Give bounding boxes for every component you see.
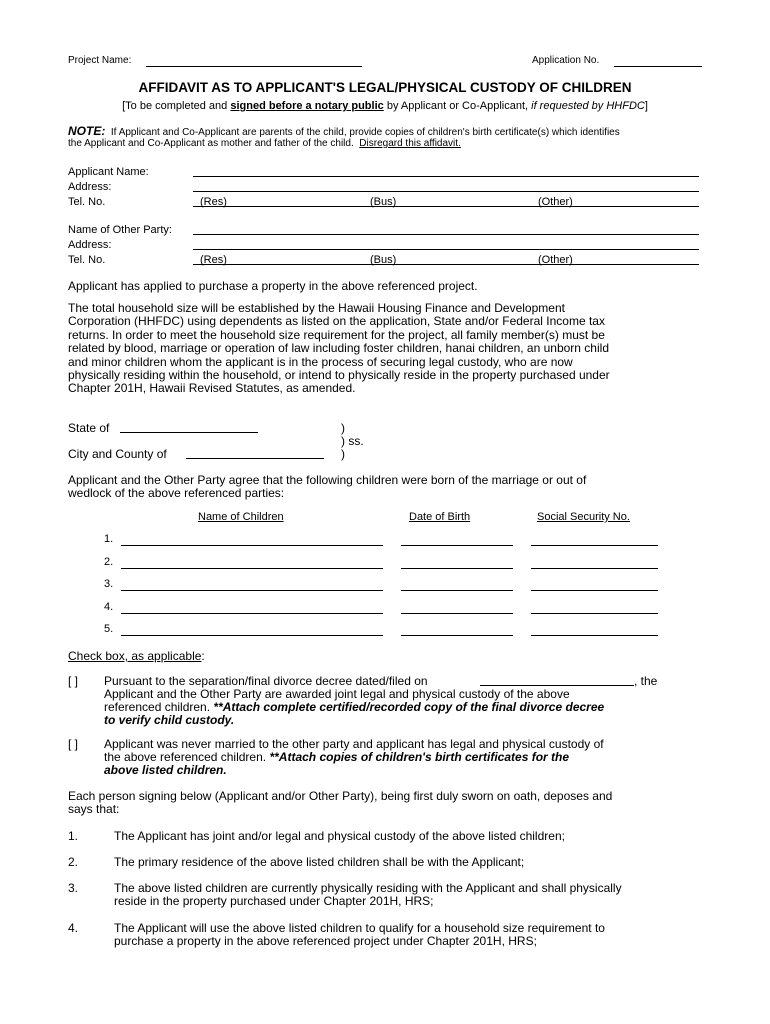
county-label: City and County of [68, 447, 167, 461]
statement-number: 2. [68, 855, 79, 869]
row-number: 2. [104, 556, 114, 568]
statement-text: reside in the property purchased under Chapter 201H, HRS; [114, 894, 434, 908]
subtitle: [To be completed and signed before a notary public by Applicant or Co-Applicant, if requested by HHFDC] [122, 100, 648, 112]
child-dob-field[interactable] [401, 590, 513, 591]
child-name-field[interactable] [121, 568, 383, 569]
applicant-tel-bus-label: (Bus) [370, 196, 397, 208]
check-box-label: Check box, as applicable: [68, 649, 205, 663]
applicant-tel-res-label: (Res) [200, 196, 227, 208]
child-ssn-field[interactable] [531, 590, 658, 591]
other-party-tel-bus-label: (Bus) [370, 254, 397, 266]
other-party-address-label: Address: [68, 239, 112, 251]
child-dob-field[interactable] [401, 613, 513, 614]
applicant-name-field[interactable] [193, 176, 699, 177]
child-dob-field[interactable] [401, 545, 513, 546]
applicant-tel-field[interactable] [193, 206, 699, 207]
other-party-tel-label: Tel. No. [68, 254, 106, 266]
other-party-tel-res-label: (Res) [200, 254, 227, 266]
child-name-field[interactable] [121, 613, 383, 614]
household-line: Chapter 201H, Hawaii Revised Statutes, as amended. [68, 381, 356, 396]
statement-number: 4. [68, 921, 79, 935]
child-ssn-field[interactable] [531, 545, 658, 546]
option2-checkbox[interactable]: [ ] [68, 737, 79, 751]
household-line: returns. In order to meet the household size requirement for the project, all family member(s) must be [68, 327, 605, 342]
applicant-name-label: Applicant Name: [68, 166, 149, 178]
sworn-line: Each person signing below (Applicant and/or Other Party), being first duly sworn on oath, deposes and [68, 789, 613, 803]
other-party-address-field[interactable] [193, 249, 699, 250]
option1-line-1: Pursuant to the separation/final divorce decree dated/filed on [104, 674, 428, 688]
venue-paren-1: ) [341, 421, 345, 435]
state-field[interactable] [120, 432, 258, 433]
agreement-line: wedlock of the above referenced parties: [68, 486, 285, 501]
applied-statement: Applicant has applied to purchase a property in the above referenced project. [68, 279, 478, 293]
children-ssn-header: Social Security No. [537, 511, 630, 523]
children-name-header: Name of Children [198, 511, 284, 523]
venue-paren-3: ) [341, 447, 345, 461]
note-line-1: NOTE: If Applicant and Co-Applicant are parents of the child, provide copies of children's birth certificate(s) which identifies [68, 124, 620, 138]
note-line-2: the Applicant and Co-Applicant as mother and father of the child. Disregard this affidavit. [68, 138, 461, 149]
statement-number: 1. [68, 829, 79, 843]
row-number: 1. [104, 533, 114, 545]
child-ssn-field[interactable] [531, 568, 658, 569]
statement-text: The above listed children are currently physically residing with the Applicant and shall physically [114, 881, 622, 895]
child-name-field[interactable] [121, 635, 383, 636]
sworn-line: says that: [68, 802, 120, 817]
household-line: physically residing within the household, or intend to physically reside in the property purchased under [68, 368, 610, 383]
statement-text: purchase a property in the above referenced project under Chapter 201H, HRS; [114, 934, 537, 948]
option1-line-4: to verify child custody. [104, 713, 235, 727]
child-name-field[interactable] [121, 545, 383, 546]
option1-line-3: referenced children. **Attach complete certified/recorded copy of the final divorce decree [104, 700, 605, 714]
child-dob-field[interactable] [401, 568, 513, 569]
sworn-paragraph [68, 790, 708, 817]
applicant-address-label: Address: [68, 181, 112, 193]
option2-line-2: the above referenced children. **Attach copies of children's birth certificates for the [104, 750, 570, 764]
child-ssn-field[interactable] [531, 635, 658, 636]
household-line: and minor children whom the applicant is in the process of securing legal custody, who are now [68, 354, 573, 369]
child-dob-field[interactable] [401, 635, 513, 636]
child-ssn-field[interactable] [531, 613, 658, 614]
other-party-tel-other-label: (Other) [538, 254, 573, 266]
project-name-field[interactable] [146, 66, 362, 67]
child-name-field[interactable] [121, 590, 383, 591]
agreement-line: Applicant and the Other Party agree that the following children were born of the marriage or out of [68, 473, 587, 487]
statement-text: The Applicant has joint and/or legal and physical custody of the above listed children; [114, 829, 565, 843]
application-no-label: Application No. [532, 55, 600, 66]
row-number: 3. [104, 578, 114, 590]
household-line: related by blood, marriage or operation of law including foster children, hanai children, an unborn child [68, 341, 609, 356]
other-party-tel-field[interactable] [193, 264, 699, 265]
agreement-paragraph [68, 474, 708, 501]
children-dob-header: Date of Birth [409, 511, 471, 523]
decree-date-field[interactable] [480, 685, 634, 686]
row-number: 5. [104, 623, 114, 635]
page-title: AFFIDAVIT AS TO APPLICANT'S LEGAL/PHYSICAL CUSTODY OF CHILDREN [138, 80, 632, 95]
option2-line-3: above listed children. [104, 763, 227, 777]
venue-ss: ) ss. [341, 434, 364, 448]
option1-line-2: Applicant and the Other Party are awarded joint legal and physical custody of the above [104, 687, 570, 701]
household-line: Corporation (HHFDC) using dependents as listed on the application, State and/or Federal Income tax [68, 314, 605, 329]
household-line: The total household size will be established by the Hawaii Housing Finance and Development [68, 301, 565, 315]
applicant-tel-label: Tel. No. [68, 196, 106, 208]
household-paragraph [68, 302, 708, 396]
application-no-field[interactable] [614, 66, 702, 67]
statement-text: The primary residence of the above listed children shall be with the Applicant; [114, 855, 525, 869]
other-party-name-label: Name of Other Party: [68, 224, 172, 236]
statement-number: 3. [68, 881, 79, 895]
row-number: 4. [104, 601, 114, 613]
county-field[interactable] [186, 458, 324, 459]
statement-text: The Applicant will use the above listed children to qualify for a household size requirement to [114, 921, 605, 935]
other-party-name-field[interactable] [193, 234, 699, 235]
applicant-address-field[interactable] [193, 191, 699, 192]
option1-checkbox[interactable]: [ ] [68, 674, 79, 688]
option1-line-1-end: , the [634, 674, 658, 688]
project-name-label: Project Name: [68, 55, 132, 66]
applicant-tel-other-label: (Other) [538, 196, 573, 208]
option2-line-1: Applicant was never married to the other party and applicant has legal and physical custody of [104, 737, 604, 751]
state-label: State of [68, 421, 110, 435]
